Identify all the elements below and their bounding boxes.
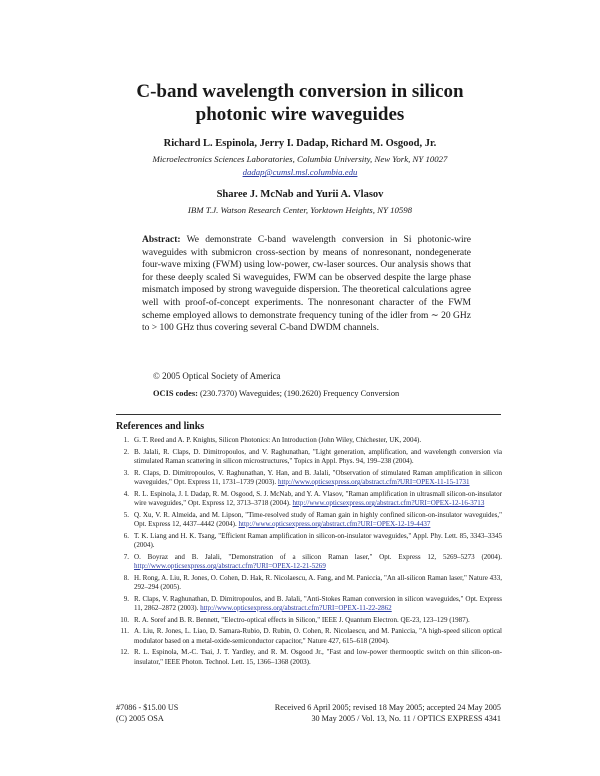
copyright-notice: © 2005 Optical Society of America [153, 371, 281, 381]
reference-number: 2. [123, 447, 129, 456]
reference-text: Q. Xu, V. R. Almeida, and M. Lipson, "Time-resolved study of Raman gain in highly confined silicon-on-insulator waveguides," Opt. Express 12, 4437–4442 (2004). [134, 510, 502, 528]
reference-link[interactable]: http://www.opticsexpress.org/abstract.cfm?URI=OPEX-11-22-2862 [200, 604, 392, 612]
reference-link[interactable]: http://www.opticsexpress.org/abstract.cfm?URI=OPEX-12-19-4437 [238, 520, 431, 528]
reference-number: 4. [123, 489, 129, 498]
reference-item [116, 616, 502, 625]
reference-item [116, 511, 502, 530]
reference-item [116, 448, 502, 467]
footer-right [250, 703, 501, 725]
reference-text: A. Liu, R. Jones, L. Liao, D. Samara-Rubio, D. Rubin, O. Cohen, R. Nicolaescu, and M. Paniccia, "A high-speed silicon optical modulator based on a metal-oxide-semiconductor capacitor," Nature 427, 615–618 (2004). [134, 627, 502, 645]
abstract-text: We demonstrate C-band wavelength conversion in Si photonic-wire waveguides with submicron cross-section by means of nonresonant, nondegenerate four-wave mixing (FWM) using low-power, cw-laser sources. Our analysis shows that for these deeply scaled Si waveguides, FWM can be observed despite the large phase mismatch imposed by strong waveguide dispersion. The theoretical calculations agree well with proof-of-concept experiments. The nonresonant character of the FWM scheme employed allows to demonstrate frequency tuning of the idler from ∼ 20 GHz to > 100 GHz thus covering several C-band DWDM channels. [142, 235, 471, 334]
reference-link[interactable]: http://www.opticsexpress.org/abstract.cfm?URI=OPEX-11-15-1731 [277, 478, 470, 486]
reference-link[interactable]: http://www.opticsexpress.org/abstract.cfm?URI=OPEX-12-21-5269 [134, 562, 326, 570]
reference-number: 8. [123, 573, 129, 582]
reference-number: 11. [120, 627, 129, 636]
reference-number: 7. [123, 552, 129, 561]
abstract [142, 234, 471, 335]
footer-copyright: (C) 2005 OSA [116, 713, 164, 723]
reference-item [116, 469, 502, 488]
reference-number: 12. [120, 648, 129, 657]
reference-item [116, 595, 502, 614]
ocis-label: OCIS codes: [153, 389, 198, 398]
reference-number: 1. [123, 436, 129, 444]
footer-journal-info: 30 May 2005 / Vol. 13, No. 11 / OPTICS EXPRESS 4341 [311, 713, 501, 723]
author-list: Richard L. Espinola, Jerry I. Dadap, Richard M. Osgood, Jr. [163, 138, 437, 149]
reference-list [116, 436, 502, 669]
reference-item [116, 574, 502, 593]
affiliation: Microelectronics Sciences Laboratories, Columbia University, New York, NY 10027 [152, 154, 448, 164]
reference-item [116, 436, 502, 445]
reference-text: T. K. Liang and H. K. Tsang, "Efficient Raman amplification in silicon-on-insulator waveguides," Appl. Phy. Lett. 85, 3343–3345 (2004). [134, 531, 502, 549]
reference-text: R. L. Espinola, J. I. Dadap, R. M. Osgood, S. J. McNab, and Y. A. Vlasov, "Raman amplification in ultrasmall silicon-on-insulator wire waveguides," Opt. Express 12, 3713–3718 (2004). [134, 489, 502, 507]
references-heading: References and links [116, 421, 205, 432]
footer-price: #7086 - $15.00 US [116, 703, 179, 712]
reference-number: 10. [120, 615, 129, 624]
reference-text: B. Jalali, R. Claps, D. Dimitropoulos, and V. Raghunathan, "Light generation, amplification, and wavelength conversion via stimulated Raman scattering in silicon microstructures," Topics in Appl. Phys. 94, 199–238 (2004). [134, 447, 502, 465]
author-list-2: Sharee J. McNab and Yurii A. Vlasov [216, 189, 384, 200]
reference-text: H. Rong, A. Liu, R. Jones, O. Cohen, D. Hak, R. Nicolaescu, A. Fang, and M. Paniccia, "An all-silicon Raman laser," Nature 433, 292–294 (2005). [134, 573, 502, 591]
abstract-label: Abstract: [142, 235, 181, 245]
reference-item [116, 627, 502, 646]
reference-number: 5. [123, 510, 129, 519]
reference-number: 6. [123, 531, 129, 540]
reference-text: R. L. Espinola, M.-C. Tsai, J. T. Yardley, and R. M. Osgood Jr., "Fast and low-power thermooptic switch on thin silicon-on-insulator," IEEE Photon. Technol. Lett. 15, 1366–1368 (2003). [134, 648, 502, 666]
email-link[interactable]: dadap@cumsl.msl.columbia.edu [242, 167, 358, 177]
title-line-2: photonic wire waveguides [195, 104, 405, 125]
reference-item [116, 490, 502, 509]
reference-text: G. T. Reed and A. P. Knights, Silicon Photonics: An Introduction (John Wiley, Chichester, UK, 2004). [134, 436, 422, 444]
section-divider [116, 414, 501, 415]
reference-item [116, 532, 502, 551]
affiliation-2: IBM T.J. Watson Research Center, Yorktown Heights, NY 10598 [187, 205, 413, 215]
reference-link[interactable]: http://www.opticsexpress.org/abstract.cfm?URI=OPEX-12-16-3713 [292, 499, 485, 507]
reference-item [116, 553, 502, 572]
reference-text: R. Claps, V. Raghunathan, D. Dimitropoulos, and B. Jalali, "Anti-Stokes Raman conversion in silicon waveguides," Opt. Express 11, 2862–2872 (2003). [134, 594, 502, 612]
reference-text: R. Claps, D. Dimitropoulos, V. Raghunathan, Y. Han, and B. Jalali, "Observation of stimulated Raman amplification in silicon waveguides," Opt. Express 11, 1731–1739 (2003). [134, 468, 502, 486]
ocis-text: (230.7370) Waveguides; (190.2620) Frequency Conversion [200, 389, 400, 398]
paper-title [80, 80, 520, 126]
footer-left [116, 703, 178, 725]
title-line-1: C-band wavelength conversion in silicon [136, 81, 464, 102]
reference-number: 9. [123, 594, 129, 603]
reference-text: O. Boyraz and B. Jalali, "Demonstration of a silicon Raman laser," Opt. Express 12, 5269–5273 (2004). [134, 552, 502, 561]
footer-dates: Received 6 April 2005; revised 18 May 2005; accepted 24 May 2005 [274, 703, 501, 712]
reference-text: R. A. Soref and B. R. Bennett, "Electro-optical effects in Silicon," IEEE J. Quantum Electron. QE-23, 123–129 (1987). [134, 615, 470, 624]
reference-item [116, 648, 502, 667]
ocis-codes [153, 389, 399, 398]
reference-number: 3. [123, 468, 129, 477]
